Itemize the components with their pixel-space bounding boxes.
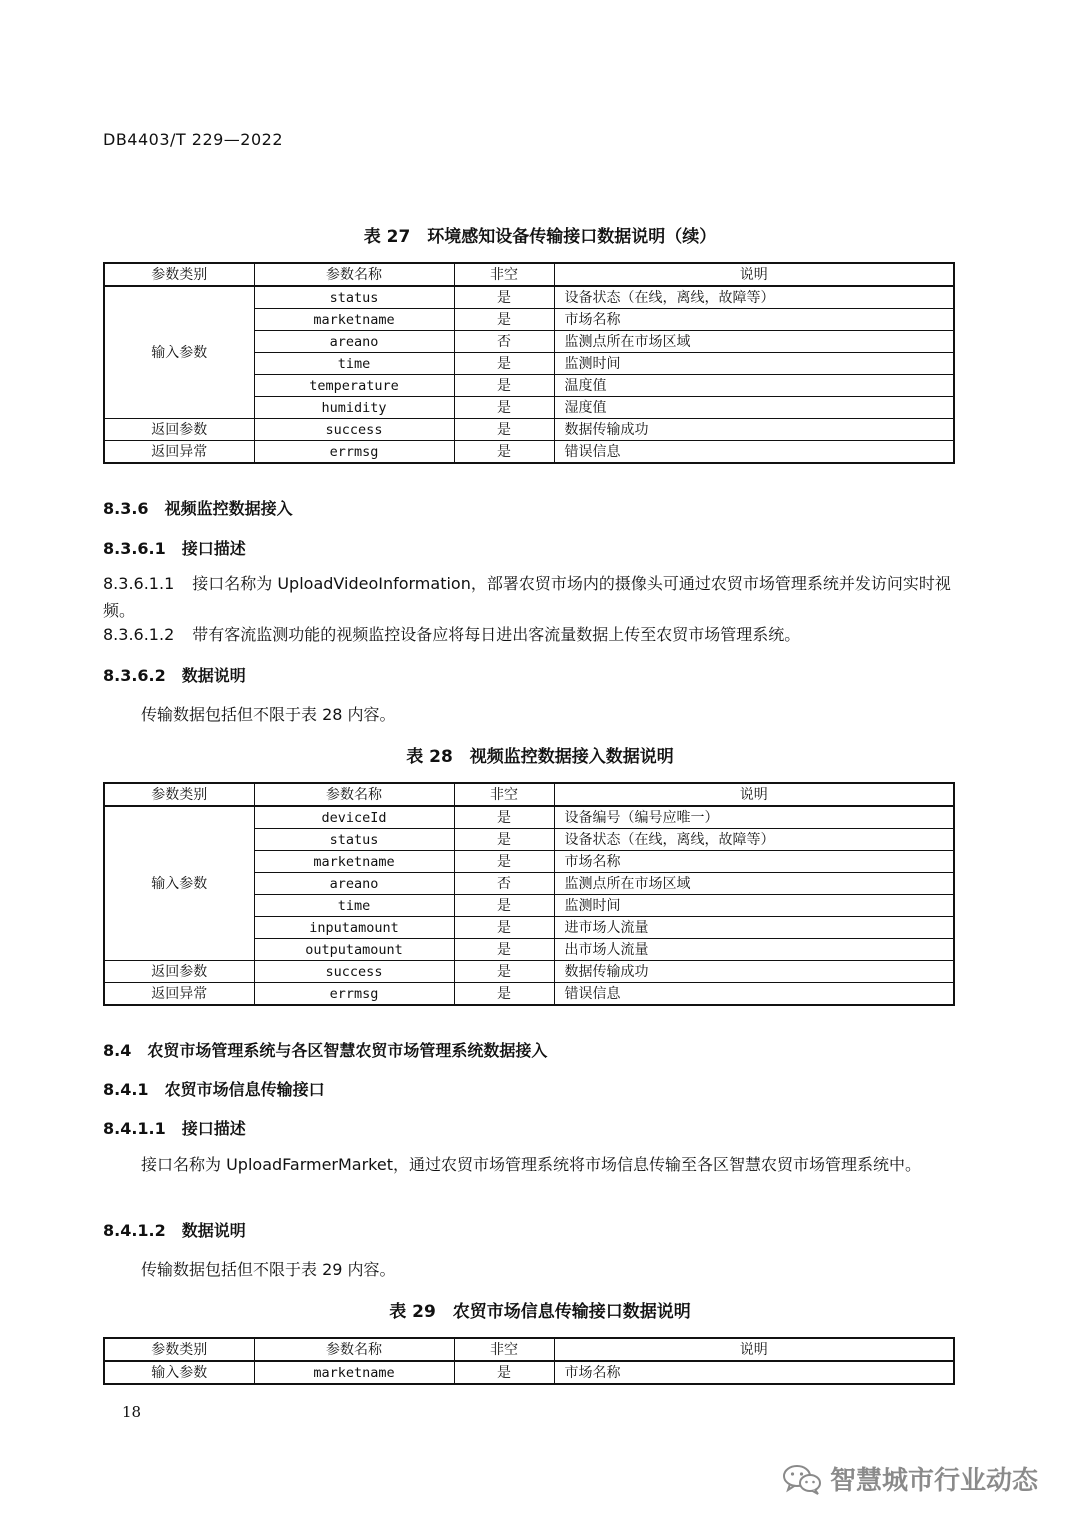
param-name-cell: deviceId [254,806,454,829]
param-name-cell: errmsg [254,441,454,464]
required-cell: 是 [454,375,554,397]
param-name-cell: areano [254,873,454,895]
watermark [782,1460,1038,1497]
required-cell: 是 [454,939,554,961]
column-header: 参数类别 [104,783,254,806]
required-cell: 是 [454,983,554,1006]
description-cell: 温度值 [554,375,954,397]
column-header: 说明 [554,783,954,806]
required-cell: 是 [454,917,554,939]
required-cell: 是 [454,851,554,873]
description-cell: 监测时间 [554,353,954,375]
category-cell: 返回异常 [104,441,254,464]
section-number: 8.4.1.1 [103,1119,166,1138]
paragraph-8-3-6-1-2 [103,621,953,648]
table-row [104,961,954,983]
clause-number: 8.3.6.1.1 [103,574,175,593]
category-cell: 输入参数 [104,286,254,419]
column-header: 非空 [454,1338,554,1361]
column-header: 说明 [554,1338,954,1361]
required-cell: 否 [454,873,554,895]
section-heading-8-3-6 [103,496,293,519]
section-number: 8.3.6 [103,499,149,518]
param-name-cell: outputamount [254,939,454,961]
section-heading-8-4-1-1 [103,1116,246,1139]
category-cell: 返回参数 [104,961,254,983]
param-name-cell: time [254,895,454,917]
category-cell: 返回异常 [104,983,254,1006]
description-cell: 市场名称 [554,1361,954,1384]
table-header-row [104,1338,954,1361]
paragraph-8-4-1-1: 接口名称为 UploadFarmerMarket，通过农贸市场管理系统将市场信息传输至各区智慧农贸市场管理系统中。 [141,1155,921,1174]
table28-reference: 传输数据包括但不限于表 28 内容。 [141,705,396,724]
param-name-cell: marketname [254,309,454,331]
param-name-cell: time [254,353,454,375]
table-row [104,441,954,464]
description-cell: 监测时间 [554,895,954,917]
description-cell: 监测点所在市场区域 [554,873,954,895]
param-name-cell: temperature [254,375,454,397]
required-cell: 是 [454,1361,554,1384]
required-cell: 是 [454,961,554,983]
column-header: 参数类别 [104,1338,254,1361]
category-cell: 输入参数 [104,806,254,961]
table29-caption: 表 29 农贸市场信息传输接口数据说明 [389,1302,691,1322]
table-row [104,1361,954,1384]
section-heading-8-3-6-2 [103,663,246,686]
param-name-cell: humidity [254,397,454,419]
table-row [104,806,954,829]
description-cell: 错误信息 [554,441,954,464]
description-cell: 出市场人流量 [554,939,954,961]
description-cell: 市场名称 [554,309,954,331]
required-cell: 是 [454,353,554,375]
param-name-cell: success [254,961,454,983]
description-cell: 错误信息 [554,983,954,1006]
description-cell: 设备状态（在线，离线，故障等） [554,286,954,309]
required-cell: 是 [454,895,554,917]
required-cell: 是 [454,806,554,829]
column-header: 参数名称 [254,263,454,286]
table28-caption: 表 28 视频监控数据接入数据说明 [406,747,674,767]
watermark-text: 智慧城市行业动态 [830,1466,1039,1496]
section-heading-8-4 [103,1038,547,1061]
section-number: 8.4.1.2 [103,1221,166,1240]
section-title: 农贸市场管理系统与各区智慧农贸市场管理系统数据接入 [147,1041,548,1060]
section-number: 8.4 [103,1041,132,1060]
column-header: 参数名称 [254,1338,454,1361]
category-cell: 返回参数 [104,419,254,441]
description-cell: 监测点所在市场区域 [554,331,954,353]
table-row [104,983,954,1006]
required-cell: 是 [454,309,554,331]
required-cell: 是 [454,829,554,851]
required-cell: 是 [454,286,554,309]
description-cell: 设备编号（编号应唯一） [554,806,954,829]
section-number: 8.3.6.2 [103,666,166,685]
param-name-cell: areano [254,331,454,353]
column-header: 非空 [454,783,554,806]
description-cell: 市场名称 [554,851,954,873]
column-header: 参数名称 [254,783,454,806]
table28 [103,782,955,1006]
table29-reference: 传输数据包括但不限于表 29 内容。 [141,1260,396,1279]
section-number: 8.4.1 [103,1080,149,1099]
section-title: 数据说明 [181,1221,246,1240]
table27 [103,262,955,464]
param-name-cell: marketname [254,1361,454,1384]
description-cell: 数据传输成功 [554,419,954,441]
clause-text: 接口名称为 UploadVideoInformation，部署农贸市场内的摄像头可通过农贸市场管理系统并发访问实时视频。 [103,574,951,620]
section-title: 视频监控数据接入 [164,499,293,518]
table29 [103,1337,955,1385]
param-name-cell: errmsg [254,983,454,1006]
wechat-icon [782,1463,822,1495]
param-name-cell: status [254,286,454,309]
section-title: 接口描述 [181,1119,246,1138]
standard-code: DB4403/T 229—2022 [103,130,284,149]
section-heading-8-4-1-2 [103,1218,246,1241]
column-header: 参数类别 [104,263,254,286]
required-cell: 是 [454,441,554,464]
description-cell: 设备状态（在线，离线，故障等） [554,829,954,851]
category-cell: 输入参数 [104,1361,254,1384]
description-cell: 湿度值 [554,397,954,419]
section-title: 农贸市场信息传输接口 [164,1080,325,1099]
table-row [104,419,954,441]
section-title: 数据说明 [181,666,246,685]
param-name-cell: status [254,829,454,851]
section-title: 接口描述 [181,539,246,558]
param-name-cell: marketname [254,851,454,873]
description-cell: 数据传输成功 [554,961,954,983]
page-number: 18 [122,1403,142,1421]
param-name-cell: success [254,419,454,441]
table-header-row [104,263,954,286]
description-cell: 进市场人流量 [554,917,954,939]
param-name-cell: inputamount [254,917,454,939]
section-number: 8.3.6.1 [103,539,166,558]
table-header-row [104,783,954,806]
required-cell: 是 [454,419,554,441]
clause-text: 带有客流监测功能的视频监控设备应将每日进出客流量数据上传至农贸市场管理系统。 [192,625,801,644]
clause-number: 8.3.6.1.2 [103,625,175,644]
table-row [104,286,954,309]
section-heading-8-3-6-1 [103,536,246,559]
table27-caption: 表 27 环境感知设备传输接口数据说明（续） [363,227,717,247]
section-heading-8-4-1 [103,1077,325,1100]
column-header: 非空 [454,263,554,286]
paragraph-8-3-6-1-1 [103,570,953,624]
column-header: 说明 [554,263,954,286]
required-cell: 是 [454,397,554,419]
required-cell: 否 [454,331,554,353]
